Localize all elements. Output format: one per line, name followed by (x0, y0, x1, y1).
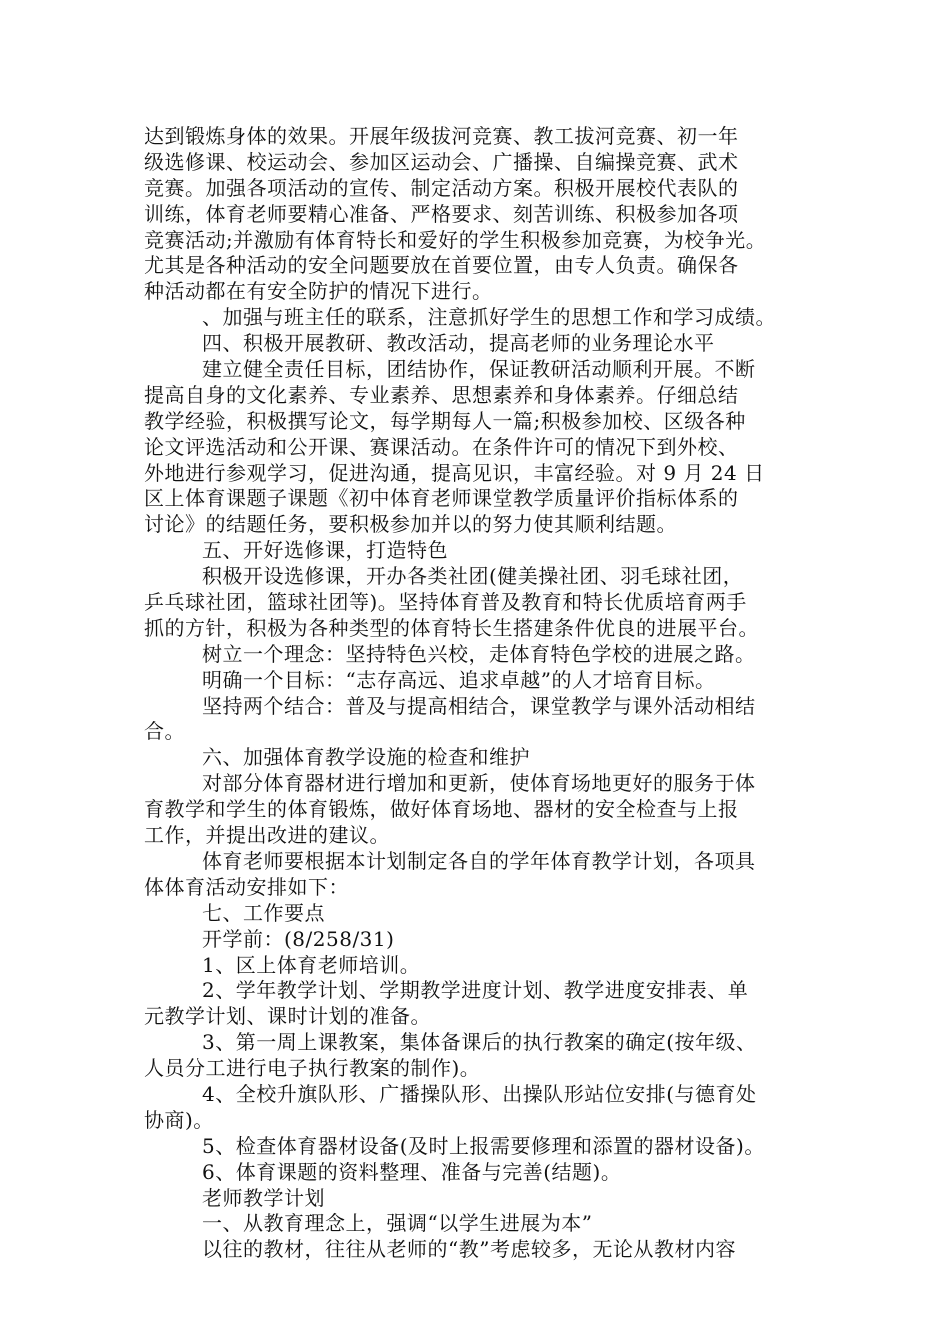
text-line: 提高自身的文化素养、专业素养、思想素养和身体素养。仔细总结 (144, 382, 739, 407)
text-line: 元教学计划、课时计划的准备。 (144, 1004, 431, 1029)
text-line: 级选修课、校运动会、参加区运动会、广播操、自编操竞赛、武术 (144, 149, 739, 174)
text-line: 以往的教材，往往从老师的“教”考虑较多，无论从教材内容 (202, 1237, 736, 1262)
text-line: 坚持两个结合：普及与提高相结合，课堂教学与课外活动相结 (202, 693, 756, 718)
text-line: 论文评选活动和公开课、赛课活动。在条件许可的情况下到外校、 (144, 434, 739, 459)
text-line: 五、开好选修课，打造特色 (202, 538, 448, 563)
text-line: 讨论》的结题任务，要积极参加并以的努力使其顺利结题。 (144, 512, 677, 537)
text-line: 六、加强体育教学设施的检查和维护 (202, 745, 530, 770)
text-line: 育教学和学生的体育锻炼，做好体育场地、器材的安全检查与上报 (144, 797, 739, 822)
text-line: 外地进行参观学习，促进沟通，提高见识，丰富经验。对 9 月 24 日 (144, 460, 765, 485)
text-line: 训练，体育老师要精心准备、严格要求、刻苦训练、积极参加各项 (144, 201, 739, 226)
text-line: 明确一个目标：“志存高远、追求卓越”的人才培育目标。 (202, 667, 716, 692)
text-line: 一、从教育理念上，强调“以学生进展为本” (202, 1211, 593, 1236)
text-line: 协商)。 (144, 1107, 214, 1132)
text-line: 建立健全责任目标，团结协作，保证教研活动顺利开展。不断 (202, 357, 756, 382)
text-line: 工作，并提出改进的建议。 (144, 823, 390, 848)
text-line: 积极开设选修课，开办各类社团(健美操社团、羽毛球社团， (202, 564, 744, 589)
text-line: 达到锻炼身体的效果。开展年级拔河竞赛、教工拔河竞赛、初一年 (144, 124, 739, 148)
text-line: 抓的方针，积极为各种类型的体育特长生搭建条件优良的进展平台。 (144, 615, 759, 640)
text-line: 四、积极开展教研、教改活动，提高老师的业务理论水平 (202, 331, 715, 356)
text-line: 1、区上体育老师培训。 (202, 952, 421, 977)
text-line: 竞赛。加强各项活动的宣传、制定活动方案。积极开展校代表队的 (144, 175, 739, 200)
text-line: 树立一个理念：坚持特色兴校，走体育特色学校的进展之路。 (202, 641, 756, 666)
text-line: 区上体育课题子课题《初中体育老师课堂教学质量评价指标体系的 (144, 486, 739, 511)
text-line: 5、检查体育器材设备(及时上报需要修理和添置的器材设备)。 (202, 1133, 765, 1158)
text-line: 尤其是各种活动的安全问题要放在首要位置，由专人负责。确保各 (144, 253, 739, 278)
text-line: 教学经验，积极撰写论文，每学期每人一篇;积极参加校、区级各种 (144, 408, 746, 433)
text-line: 体育老师要根据本计划制定各自的学年体育教学计划，各项具 (202, 848, 756, 873)
text-line: 开学前：(8/258/31) (202, 926, 395, 951)
text-line: 、加强与班主任的联系，注意抓好学生的思想工作和学习成绩。 (202, 305, 776, 330)
text-line: 乒乓球社团，篮球社团等)。坚持体育普及教育和特长优质培育两手 (144, 590, 747, 615)
text-line: 人员分工进行电子执行教案的制作)。 (144, 1056, 481, 1081)
text-line: 6、体育课题的资料整理、准备与完善(结题)。 (202, 1159, 622, 1184)
text-line: 体体育活动安排如下： (144, 874, 349, 899)
text-line: 七、工作要点 (202, 900, 325, 925)
text-line: 对部分体育器材进行增加和更新，使体育场地更好的服务于体 (202, 771, 756, 796)
text-line: 种活动都在有安全防护的情况下进行。 (144, 279, 493, 304)
text-line: 老师教学计划 (202, 1185, 325, 1210)
text-line: 竞赛活动;并激励有体育特长和爱好的学生积极参加竞赛，为校争光。 (144, 227, 767, 252)
text-line: 2、学年教学计划、学期教学进度计划、教学进度安排表、单 (202, 978, 749, 1003)
document-page (144, 124, 824, 1263)
text-line: 合。 (144, 719, 185, 744)
text-line: 3、第一周上课教案，集体备课后的执行教案的确定(按年级、 (202, 1030, 757, 1055)
text-line: 4、全校升旗队形、广播操队形、出操队形站位安排(与德育处 (202, 1081, 757, 1106)
